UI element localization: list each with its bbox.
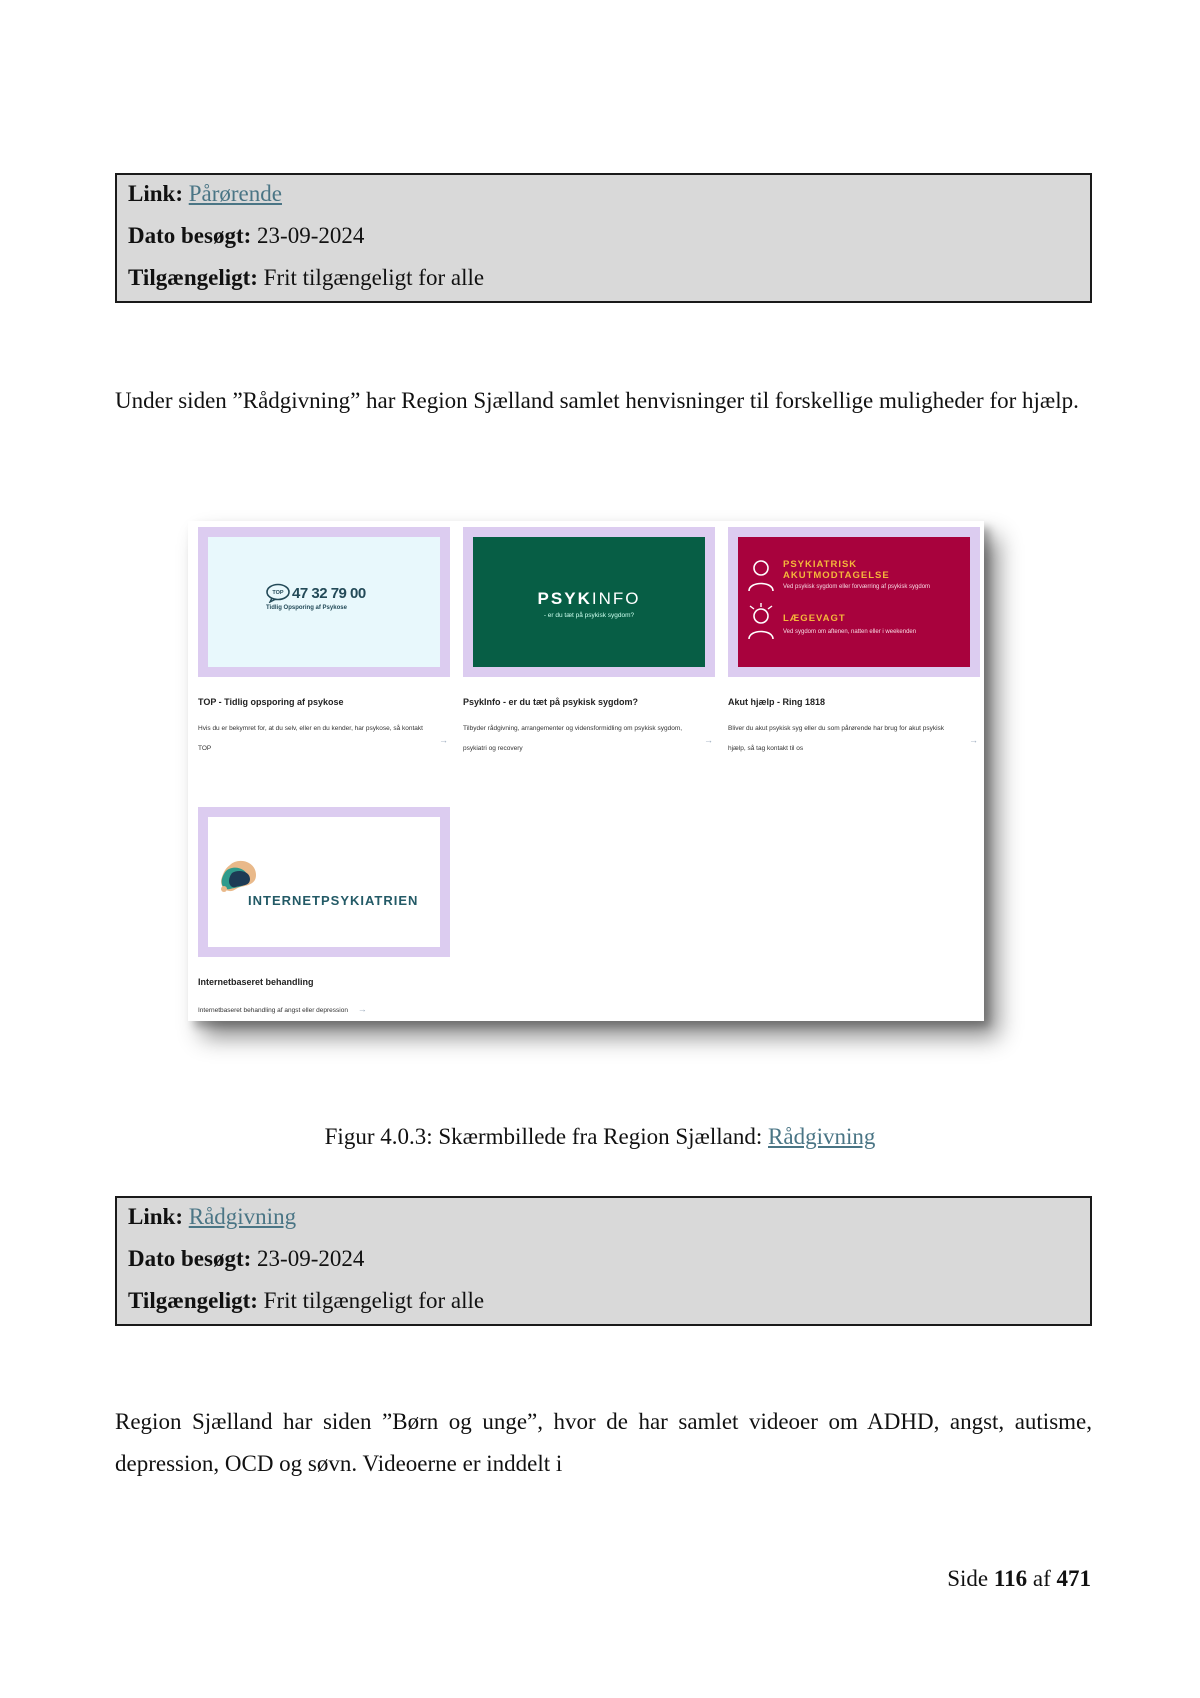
arrow-right-icon[interactable]: → <box>357 1004 367 1014</box>
internetpsykiatrien-logo-image <box>208 817 440 947</box>
access-value: Frit tilgængeligt for alle <box>263 1288 485 1313</box>
figure-screenshot <box>188 521 984 1021</box>
card-image-frame <box>198 527 450 677</box>
card-title: Akut hjælp - Ring 1818 <box>728 697 826 707</box>
card-description: Bliver du akut psykisk syg eller du som pårørende har brug for akut psykisk hjælp, så tag kontakt til os <box>728 725 945 752</box>
card-top[interactable] <box>198 527 450 759</box>
access-value: Frit tilgængeligt for alle <box>263 265 485 290</box>
date-label: Dato besøgt: <box>128 223 252 248</box>
page-af-label: af <box>1032 1566 1051 1591</box>
internetpsykiatrien-wordmark: INTERNETPSYKIATRIEN <box>248 893 419 908</box>
card-image-frame <box>198 807 450 957</box>
psykinfo-wordmark-light: INFO <box>591 589 641 608</box>
access-line <box>128 261 1080 303</box>
top-badge-text: TOP <box>272 590 284 596</box>
arrow-right-icon[interactable]: → <box>704 735 713 745</box>
top-phone-number: 47 32 79 00 <box>292 585 366 602</box>
card-description: Hvis du er bekymret for, at du selv, eller en du kender, har psykose, så kontakt TOP <box>198 725 423 752</box>
card-description: Tilbyder rådgivning, arrangementer og vidensformidling om psykisk sygdom, psykiatri og recovery <box>463 725 683 752</box>
psykinfo-logo-image <box>473 537 705 667</box>
card-description <box>198 999 423 1021</box>
card-psykinfo[interactable] <box>463 527 715 759</box>
card-internetpsykiatrien[interactable] <box>198 807 450 1021</box>
psykinfo-wordmark-bold: PSYK <box>537 589 592 608</box>
arrow-right-icon[interactable]: → <box>439 735 448 745</box>
akut-sub-2: Ved sygdom om aftenen, natten eller i weekenden <box>783 629 917 635</box>
link-line <box>128 177 1080 219</box>
access-label: Tilgængeligt: <box>128 265 258 290</box>
access-label: Tilgængeligt: <box>128 1288 258 1313</box>
doctor-icon <box>746 603 776 641</box>
link-label: Link: <box>128 181 183 206</box>
date-label: Dato besøgt: <box>128 1246 252 1271</box>
link-line <box>128 1200 1080 1242</box>
page-side-label: Side <box>947 1566 989 1591</box>
speech-bubble-icon <box>266 583 292 603</box>
source-info-box-1 <box>115 173 1092 303</box>
card-image-frame <box>463 527 715 677</box>
card-title: Internetbaseret behandling <box>198 977 314 987</box>
card-title: TOP - Tidlig opsporing af psykose <box>198 697 344 707</box>
paragraph-raadgivning: Under siden ”Rådgivning” har Region Sjælland samlet henvisninger til forskellige muligheder for hjælp. <box>115 388 1079 413</box>
paragraph-boern-og-unge: Region Sjælland har siden ”Børn og unge”, hvor de har samlet videoer om ADHD, angst, autisme, depression, OCD og søvn. Videoerne er inddelt i <box>115 1409 1092 1476</box>
psykinfo-tagline: - er du tæt på psykisk sygdom? <box>543 612 635 619</box>
akut-image <box>738 537 970 667</box>
akut-heading-2: LÆGEVAGT <box>783 613 846 624</box>
card-image-frame <box>728 527 980 677</box>
card-description-text: Internetbaseret behandling af angst eller depression <box>198 1007 348 1014</box>
link-label: Link: <box>128 1204 183 1229</box>
top-logo-subtitle: Tidlig Opsporing af Psykose <box>266 605 347 611</box>
date-value: 23-09-2024 <box>257 223 365 248</box>
akut-heading-1: PSYKIATRISK AKUTMODTAGELSE <box>783 559 890 581</box>
akut-sub-1: Ved psykisk sygdom eller forværring af psykisk sygdom <box>783 584 931 590</box>
source-info-box-2 <box>115 1196 1092 1326</box>
date-line <box>128 1242 1080 1284</box>
card-title: PsykInfo - er du tæt på psykisk sygdom? <box>463 697 639 707</box>
figure-caption <box>0 1120 1200 1154</box>
caption-link-raadgivning[interactable]: Rådgivning <box>768 1124 876 1149</box>
person-icon <box>746 557 776 593</box>
date-value: 23-09-2024 <box>257 1246 365 1271</box>
card-akut[interactable] <box>728 527 980 759</box>
page-total: 471 <box>1056 1566 1091 1591</box>
date-line <box>128 219 1080 261</box>
page-number <box>947 1562 1091 1596</box>
arrow-right-icon[interactable]: → <box>969 735 978 745</box>
link-raadgivning[interactable]: Rådgivning <box>188 1204 297 1229</box>
psykinfo-wordmark <box>473 589 705 609</box>
access-line <box>128 1284 1080 1326</box>
page-current: 116 <box>993 1566 1028 1591</box>
top-logo-image <box>208 537 440 667</box>
caption-text: Figur 4.0.3: Skærmbillede fra Region Sjælland: <box>324 1124 769 1149</box>
link-parorende[interactable]: Pårørende <box>188 181 282 206</box>
